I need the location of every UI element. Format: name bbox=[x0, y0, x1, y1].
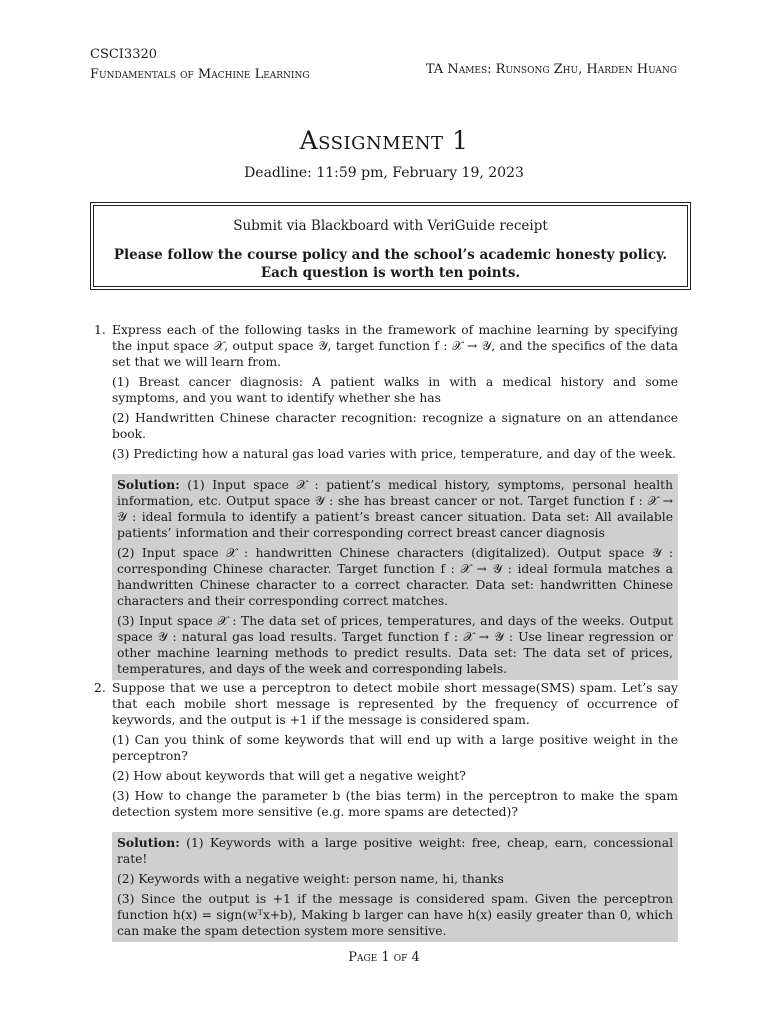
honesty-policy: Please follow the course policy and the school’s academic honesty policy. bbox=[113, 247, 668, 263]
question-intro: Express each of the following tasks in the framework of machine learning by specifying the input space 𝒳, output space 𝒴, target function f : 𝒳 → 𝒴, and the specifics of the data set that we will learn from. bbox=[112, 323, 678, 369]
solution-label: Solution: bbox=[117, 477, 180, 492]
solution-box bbox=[112, 474, 678, 680]
question-item: (3) How to change the parameter b (the bias term) in the perceptron to make the spam detection system more sensitive (e.g. more spams are detected)? bbox=[112, 789, 678, 819]
assignment-title: Assignment 1 bbox=[299, 126, 469, 155]
question-number: 1. bbox=[94, 323, 106, 337]
solution-label: Solution: bbox=[117, 835, 180, 850]
question-item: (3) Predicting how a natural gas load varies with price, temperature, and day of the week. bbox=[112, 447, 677, 461]
solution-text: (2) Keywords with a negative weight: person name, hi, thanks bbox=[117, 872, 504, 886]
course-name: Fundamentals of Machine Learning bbox=[90, 67, 310, 82]
page-footer: Page 1 of 4 bbox=[348, 950, 420, 965]
solution-text: (1) Input space 𝒳 : patient’s medical history, symptoms, personal health information, etc. Output space 𝒴 : she has breast cancer or not. Target function f : 𝒳 → 𝒴 : ideal formula to identify a patient’s breast cancer situation. Data set: All available patients’ information and their corresponding correct breast cancer diagnosis bbox=[117, 478, 673, 540]
question-item: (1) Breast cancer diagnosis: A patient walks in with a medical history and some symptoms, and you want to identify whether she has bbox=[112, 375, 678, 405]
solution-box bbox=[112, 832, 678, 942]
deadline: Deadline: 11:59 pm, February 19, 2023 bbox=[244, 165, 524, 181]
solution-text: (2) Input space 𝒳 : handwritten Chinese characters (digitalized). Output space 𝒴 : corresponding Chinese character. Target function f : 𝒳 → 𝒴 : ideal formula matches a handwritten Chinese character to a correct character. Data set: handwritten Chinese characters and their corresponding correct matches. bbox=[117, 546, 673, 608]
points-note: Each question is worth ten points. bbox=[260, 265, 521, 281]
submission-instructions: Submit via Blackboard with VeriGuide receipt bbox=[233, 218, 548, 234]
ta-names: TA Names: Runsong Zhu, Harden Huang bbox=[425, 62, 677, 77]
course-header bbox=[90, 45, 310, 85]
question-1 bbox=[94, 322, 678, 680]
question-2 bbox=[94, 680, 678, 942]
solution-text: (1) Keywords with a large positive weight: free, cheap, earn, concessional rate! bbox=[117, 836, 673, 866]
question-intro: Suppose that we use a perceptron to detect mobile short message(SMS) spam. Let’s say that each mobile short message is represented by the frequency of occurrence of keywords, and the output is +1 if the message is considered spam. bbox=[112, 681, 678, 727]
solution-text: (3) Input space 𝒳 : The data set of prices, temperatures, and days of the weeks. Output space 𝒴 : natural gas load results. Target function f : 𝒳 → 𝒴 : Use linear regression or other machine learning methods to predict results. Data set: The data set of prices, temperatures, and days of the week and corresponding labels. bbox=[117, 614, 673, 676]
solution-text: (3) Since the output is +1 if the message is considered spam. Given the perceptron function h(x) = sign(wᵀx+b), Making b larger can have h(x) easily greater than 0, which can make the spam detection system more sensitive. bbox=[117, 892, 673, 938]
policy-box bbox=[90, 202, 691, 290]
course-code: CSCI3320 bbox=[90, 47, 158, 62]
question-item: (2) Handwritten Chinese character recognition: recognize a signature on an attendance book. bbox=[112, 411, 678, 441]
question-item: (1) Can you think of some keywords that will end up with a large positive weight in the perceptron? bbox=[112, 733, 678, 763]
question-item: (2) How about keywords that will get a negative weight? bbox=[112, 769, 466, 783]
question-number: 2. bbox=[94, 681, 106, 695]
